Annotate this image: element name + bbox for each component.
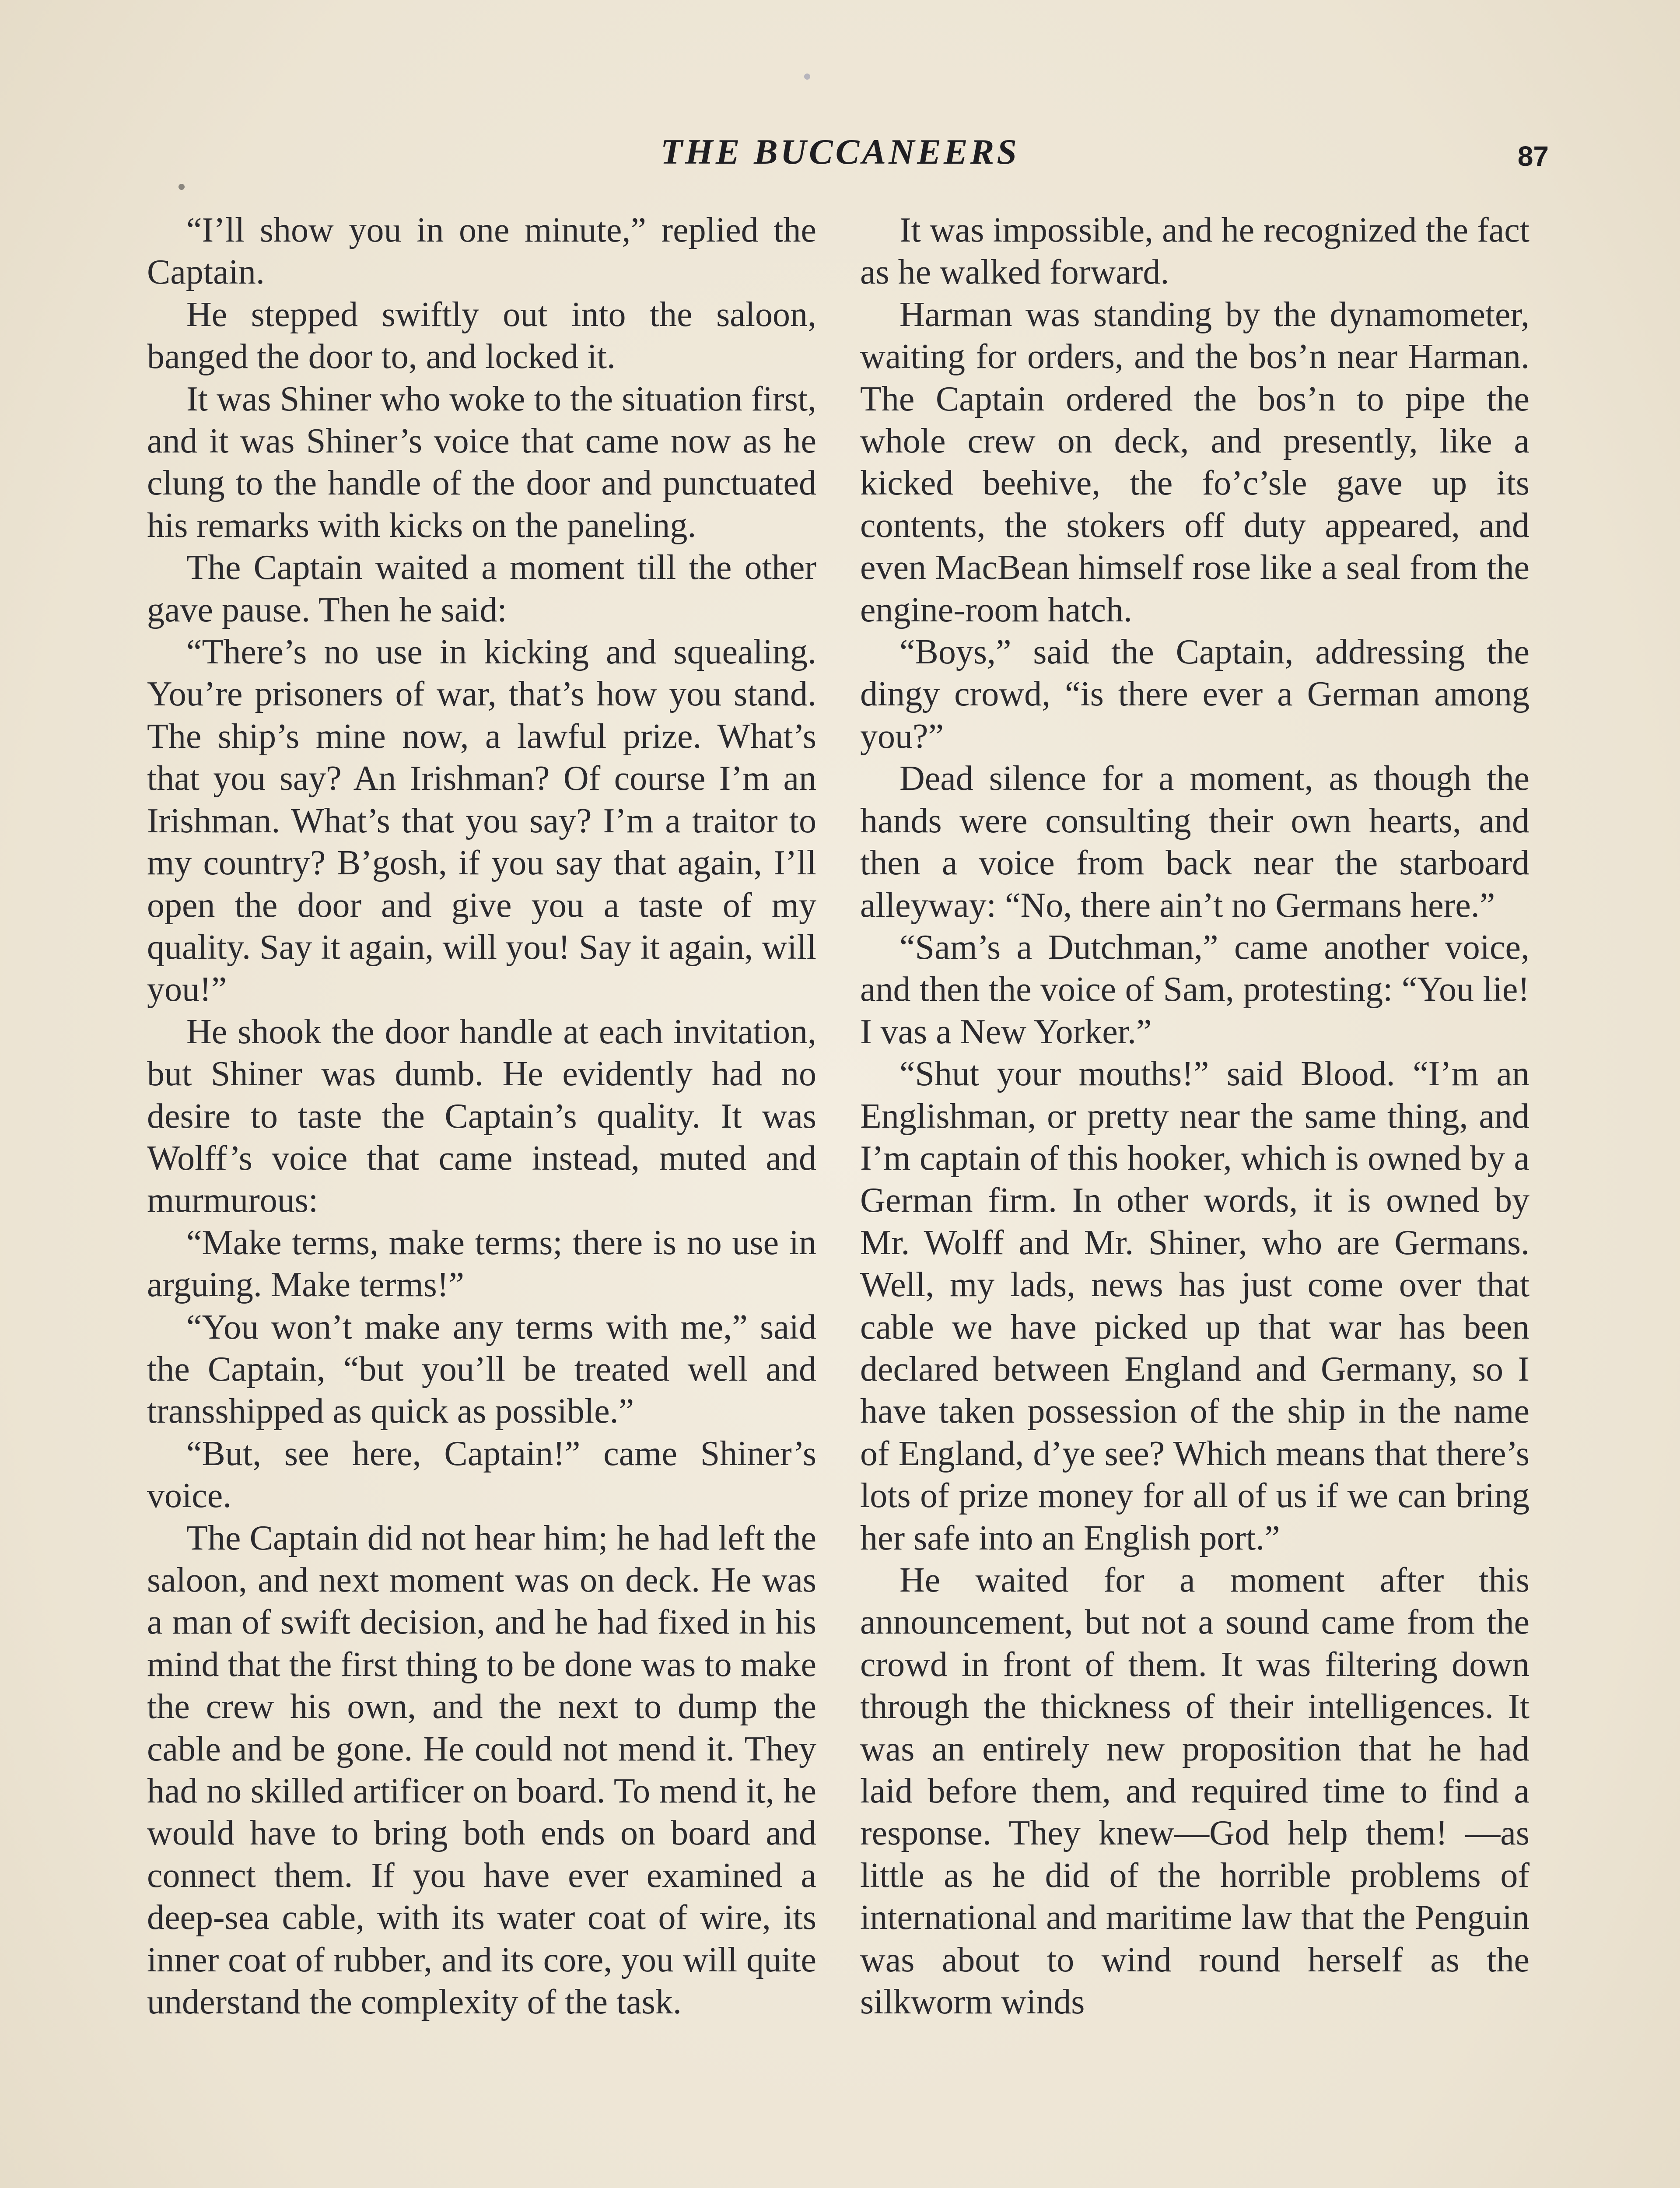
- paragraph: Harman was standing by the dynamometer, waiting for orders, and the bos’n near Harman. The Captain ordered the bos’n to pipe the whole crew on deck, and presently, like a kicked beehive, the fo’c’sle gave up its contents, the stokers off duty appeared, and even MacBean himself rose like a seal from the engine-room hatch.: [860, 295, 1530, 629]
- paragraph: “You won’t make any terms with me,” said the Captain, “but you’ll be treated well and transshipped as quick as possible.”: [147, 1308, 816, 1431]
- ink-spot: [804, 74, 810, 80]
- paragraph: The Captain did not hear him; he had left the saloon, and next moment was on deck. He was a man of swift decision, and he had fixed in his mind that the first thing to be done was to make the crew his own, and the next to dump the cable and be gone. He could not mend it. They had no skilled artificer on board. To mend it, he would have to bring both ends on board and connect them. If you have ever examined a deep-sea cable, with its water coat of wire, its inner coat of rubber, and its core, you will quite understand the complexity of the task.: [147, 1518, 816, 2022]
- paragraph: “Sam’s a Dutchman,” came another voice, and then the voice of Sam, protesting: “You lie! I vas a New Yorker.”: [860, 928, 1530, 1051]
- paragraph: It was impossible, and he recognized the fact as he walked forward.: [860, 211, 1530, 292]
- paragraph: He stepped swiftly out into the saloon, banged the door to, and locked it.: [147, 295, 816, 376]
- paragraph: The Captain waited a moment till the other gave pause. Then he said:: [147, 548, 816, 629]
- running-title: THE BUCCANEERS: [661, 132, 1019, 172]
- paragraph: “But, see here, Captain!” came Shiner’s voice.: [147, 1434, 816, 1515]
- paragraph: It was Shiner who woke to the situation first, and it was Shiner’s voice that came now as he clung to the handle of the door and punctuated his remarks with kicks on the paneling.: [147, 379, 816, 545]
- paragraph: He waited for a moment after this announcement, but not a sound came from the crowd in front of them. It was filtering down through the thickness of their intelligences. It was an entirely new proposition that he had laid before them, and required time to find a response. They knew—God help them! —as little as he did of the horrible problems of international and maritime law that the Penguin was about to wind round herself as the silkworm winds: [860, 1561, 1530, 2022]
- left-text-column: [147, 209, 816, 2023]
- paragraph: “Boys,” said the Captain, addressing the dingy crowd, “is there ever a German among you?”: [860, 633, 1530, 756]
- paragraph: “Shut your mouths!” said Blood. “I’m an Englishman, or pretty near the same thing, and I’m captain of this hooker, which is owned by a German firm. In other words, it is owned by Mr. Wolff and Mr. Shiner, who are Germans. Well, my lads, news has just come over that cable we have picked up that war has been declared between England and Germany, so I have taken possession of the ship in the name of England, d’ye see? Which means that there’s lots of prize money for all of us if we can bring her safe into an English port.”: [860, 1055, 1530, 1557]
- paragraph: “Make terms, make terms; there is no use in arguing. Make terms!”: [147, 1223, 816, 1304]
- paragraph: “I’ll show you in one minute,” replied the Captain.: [147, 211, 816, 292]
- paragraph: He shook the door handle at each invitation, but Shiner was dumb. He evidently had no desire to taste the Captain’s quality. It was Wolff’s voice that came instead, muted and murmurous:: [147, 1012, 816, 1220]
- ink-spot: [178, 184, 185, 190]
- paragraph: Dead silence for a moment, as though the hands were consulting their own hearts, and then a voice from back near the starboard alleyway: “No, there ain’t no Germans here.”: [860, 759, 1530, 925]
- page-number: 87: [1517, 140, 1549, 172]
- paragraph: “There’s no use in kicking and squealing. You’re prisoners of war, that’s how you stand. The ship’s mine now, a lawful prize. What’s that you say? An Irishman? Of course I’m an Irishman. What’s that you say? I’m a traitor to my country? B’gosh, if you say that again, I’ll open the door and give you a taste of my quality. Say it again, will you! Say it again, will you!”: [147, 633, 816, 1009]
- right-text-column: [860, 209, 1530, 2023]
